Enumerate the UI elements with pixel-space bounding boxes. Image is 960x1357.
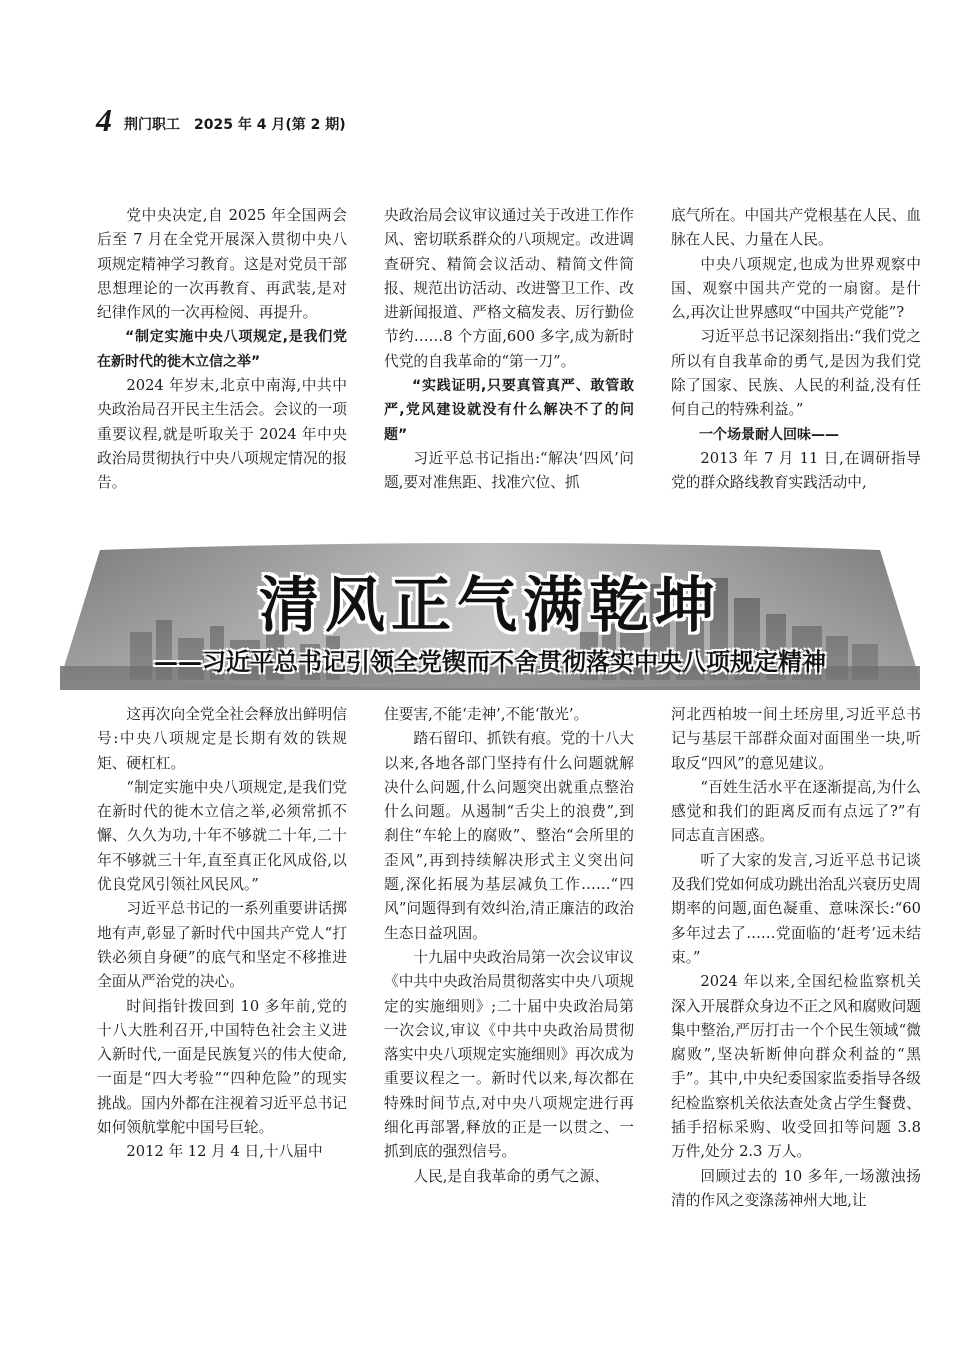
publication-name: 荆门职工 (124, 117, 180, 133)
top-column-2 (384, 204, 634, 536)
body-paragraph: 2024 年岁末,北京中南海,中共中央政治局召开民主生活会。会议的一项重要议程,就是听取关于 2024 年中央政治局贯彻执行中央八项规定情况的报告。 (97, 377, 347, 492)
body-paragraph: 习近平总书记的一系列重要讲话掷地有声,彰显了新时代中国共产党人“打铁必须自身硬”的底气和坚定不移推进全面从严治党的决心。 (97, 900, 347, 991)
body-paragraph: 2012 年 12 月 4 日,十八届中 (126, 1143, 323, 1161)
section-subheading: 一个场景耐人回味—— (699, 426, 839, 443)
bottom-column-3 (671, 703, 921, 1263)
continued-paragraph: 河北西柏坡一间土坯房里,习近平总书记与基层干部群众面对面围坐一块,听取反“四风”的意见建议。 (671, 706, 921, 772)
body-paragraph: 这再次向全党全社会释放出鲜明信号:中央八项规定是长期有效的铁规矩、硬杠杠。 (97, 706, 347, 772)
bottom-column-2 (384, 703, 634, 1263)
body-paragraph: 党中央决定,自 2025 年全国两会后至 7 月在全党开展深入贯彻中央八项规定精神学习教育。这是对党员干部思想理论的一次再教育、再武装,是对纪律作风的一次再检阅、再提升。 (97, 207, 347, 322)
section-subheading: “制定实施中央八项规定,是我们党在新时代的徙木立信之举” (97, 329, 347, 370)
headline-subtitle: ——习近平总书记引领全党锲而不舍贯彻落实中央八项规定精神 (154, 647, 826, 676)
body-paragraph: “制定实施中央八项规定,是我们党在新时代的徙木立信之举,必须常抓不懈、久久为功,十年不够就二十年,二十年不够就三十年,直至真正化风成俗,以优良党风引领社风民风。” (97, 778, 347, 894)
page-header (96, 96, 876, 136)
body-paragraph: 十九届中央政治局第一次会议审议《中共中央政治局贯彻落实中央八项规定的实施细则》;二十届中央政治局第一次会议,审议《中共中央政治局贯彻落实中央八项规定实施细则》再次成为重要议程之一。新时代以来,每次都在特殊时间节点,对中央八项规定进行再细化再部署,释放的正是一以贯之、一抓到底的强烈信号。 (384, 948, 634, 1161)
body-paragraph: 2013 年 7 月 11 日,在调研指导党的群众路线教育实践活动中, (671, 449, 921, 492)
continued-paragraph: 央政治局会议审议通过关于改进工作作风、密切联系群众的八项规定。改进调查研究、精简会议活动、精简文件简报、规范出访活动、改进警卫工作、改进新闻报道、严格文稿发表、厉行勤俭节约……8 个方面,600 多字,成为新时代党的自我革命的“第一刀”。 (384, 207, 634, 370)
body-paragraph: 习近平总书记指出:“解决‘四风’问题,要对准焦距、找准穴位、抓 (384, 449, 634, 492)
bottom-column-1 (97, 703, 347, 1263)
top-column-3 (671, 204, 921, 536)
continued-paragraph: 住要害,不能‘走神’,不能‘散光’。 (384, 706, 589, 723)
issue-date: 2025 年 4 月(第 2 期) (194, 117, 346, 133)
body-paragraph: 踏石留印、抓铁有痕。党的十八大以来,各地各部门坚持有什么问题就解决什么问题,什么问题突出就重点整治什么问题。从遏制“舌尖上的浪费”,到刹住“车轮上的腐败”、整治“会所里的歪风”,再到持续解决形式主义突出问题,深化拓展为基层减负工作……“四风”问题得到有效纠治,清正廉洁的政治生态日益巩固。 (384, 730, 634, 942)
section-subheading: “实践证明,只要真管真严、敢管敢严,党风建设就没有什么解决不了的问题” (384, 378, 634, 443)
top-column-1 (97, 204, 347, 536)
body-paragraph: 2024 年以来,全国纪检监察机关深入开展群众身边不正之风和腐败问题集中整治,严厉打击一个个民生领域“微腐败”,坚决斩断伸向群众利益的“黑手”。其中,中央纪委国家监委指导各级纪检监察机关依法查处贪占学生餐费、插手招标采购、收受回扣等问题 3.8 万件,处分 2.3 万人。 (671, 973, 921, 1161)
body-paragraph: 人民,是自我革命的勇气之源、 (413, 1167, 609, 1185)
body-paragraph: 习近平总书记深刻指出:“我们党之所以有自我革命的勇气,是因为我们党除了国家、民族、人民的利益,没有任何自己的特殊利益。” (671, 328, 921, 419)
body-paragraph: 听了大家的发言,习近平总书记谈及我们党如何成功跳出治乱兴衰历史周期率的问题,面色凝重、意味深长:“60 多年过去了……党面临的‘赶考’远未结束。” (671, 851, 921, 966)
page-number: 4 (96, 102, 112, 138)
continued-paragraph: 底气所在。中国共产党根基在人民、血脉在人民、力量在人民。 (671, 207, 921, 249)
headline-banner (60, 540, 920, 690)
body-paragraph: 时间指针拨回到 10 多年前,党的十八大胜利召开,中国特色社会主义进入新时代,一面是民族复兴的伟大使命,一面是“四大考验”“四种危险”的现实挑战。国内外都在注视着习近平总书记如何领航掌舵中国号巨轮。 (97, 997, 347, 1137)
body-paragraph: “百姓生活水平在逐渐提高,为什么感觉和我们的距离反而有点远了?”有同志直言困惑。 (671, 778, 921, 845)
body-paragraph: 中央八项规定,也成为世界观察中国、观察中国共产党的一扇窗。是什么,再次让世界感叹“中国共产党能”? (671, 255, 921, 322)
body-paragraph: 回顾过去的 10 多年,一场激浊扬清的作风之变涤荡神州大地,让 (671, 1167, 921, 1209)
headline-title: 清风正气满乾坤 (259, 571, 721, 641)
